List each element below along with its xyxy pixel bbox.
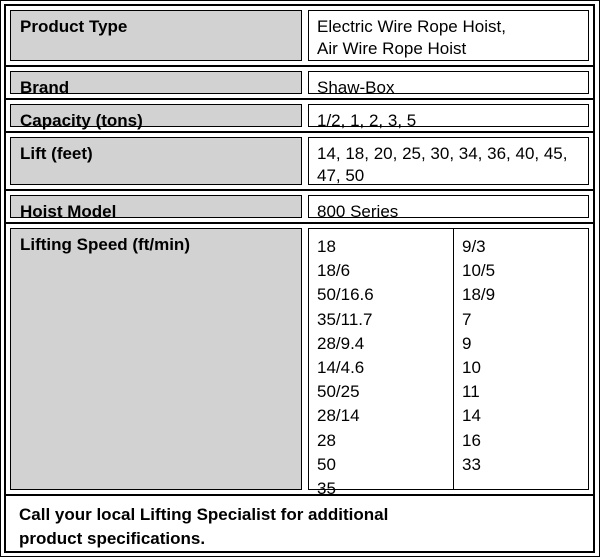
row-label: Hoist Model (20, 202, 117, 221)
speed-value: 33 (462, 454, 481, 474)
row-value (317, 16, 506, 60)
value-line: 47, 50 (317, 166, 365, 185)
value-cell (308, 195, 589, 221)
row-label: Product Type (20, 17, 128, 36)
value-line: 14, 18, 20, 25, 30, 34, 36, 40, 45, (317, 144, 568, 163)
speed-value: 9 (462, 333, 472, 353)
speed-value: 50 (317, 454, 336, 474)
speed-value: 11 (462, 382, 480, 402)
row-capacity (6, 100, 593, 133)
speed-value: 50/16.6 (317, 285, 374, 305)
speed-value: 28/9.4 (317, 333, 365, 353)
label-cell (10, 104, 302, 130)
speed-column-2 (454, 229, 588, 489)
speed-value: 28/14 (317, 406, 360, 426)
row-lifting-speed (6, 224, 593, 499)
footer-row (6, 496, 593, 551)
footer-line: Call your local Lifting Specialist for additional (19, 505, 389, 524)
value-cell (308, 228, 589, 499)
row-label: Capacity (tons) (20, 111, 143, 130)
speed-value: 10/5 (462, 261, 496, 281)
speed-value: 18/9 (462, 285, 496, 305)
value-cell (308, 104, 589, 130)
label-cell (10, 137, 302, 185)
value-cell (308, 137, 589, 185)
row-label: Lifting Speed (ft/min) (20, 235, 190, 254)
label-cell (10, 228, 302, 490)
row-lift (6, 133, 593, 191)
speed-list-2 (462, 235, 495, 477)
speed-value: 14/4.6 (317, 358, 365, 378)
speed-value: 28 (317, 430, 336, 450)
footer-line: product specifications. (19, 529, 206, 548)
value-line: Electric Wire Rope Hoist, (317, 17, 506, 36)
row-brand (6, 67, 593, 100)
value-cell (308, 71, 589, 97)
spec-table (4, 4, 595, 553)
value-cell (308, 10, 589, 61)
row-value: 800 Series (317, 202, 399, 221)
value-line: Air Wire Rope Hoist (317, 39, 467, 58)
speed-column-1 (309, 229, 454, 499)
label-cell (10, 195, 302, 221)
row-label: Lift (feet) (20, 144, 93, 163)
speed-value: 35/11.7 (317, 309, 373, 329)
speed-value: 18 (317, 237, 336, 256)
speed-value: 7 (462, 309, 472, 329)
speed-value: 10 (462, 358, 481, 378)
speed-list-1 (317, 235, 374, 501)
row-product-type (6, 6, 593, 67)
speed-value: 9/3 (462, 237, 486, 256)
row-label: Brand (20, 78, 70, 97)
row-value: 1/2, 1, 2, 3, 5 (317, 111, 417, 130)
label-cell (10, 71, 302, 97)
speed-value: 18/6 (317, 261, 351, 281)
row-value (317, 143, 567, 187)
speed-value: 14 (462, 406, 481, 426)
label-cell (10, 10, 302, 61)
row-hoist-model (6, 191, 593, 224)
speed-value: 50/25 (317, 382, 360, 402)
speed-value: 16 (462, 430, 481, 450)
speed-value: 35 (317, 479, 336, 499)
footer-note (19, 503, 439, 551)
row-value: Shaw-Box (317, 78, 395, 97)
